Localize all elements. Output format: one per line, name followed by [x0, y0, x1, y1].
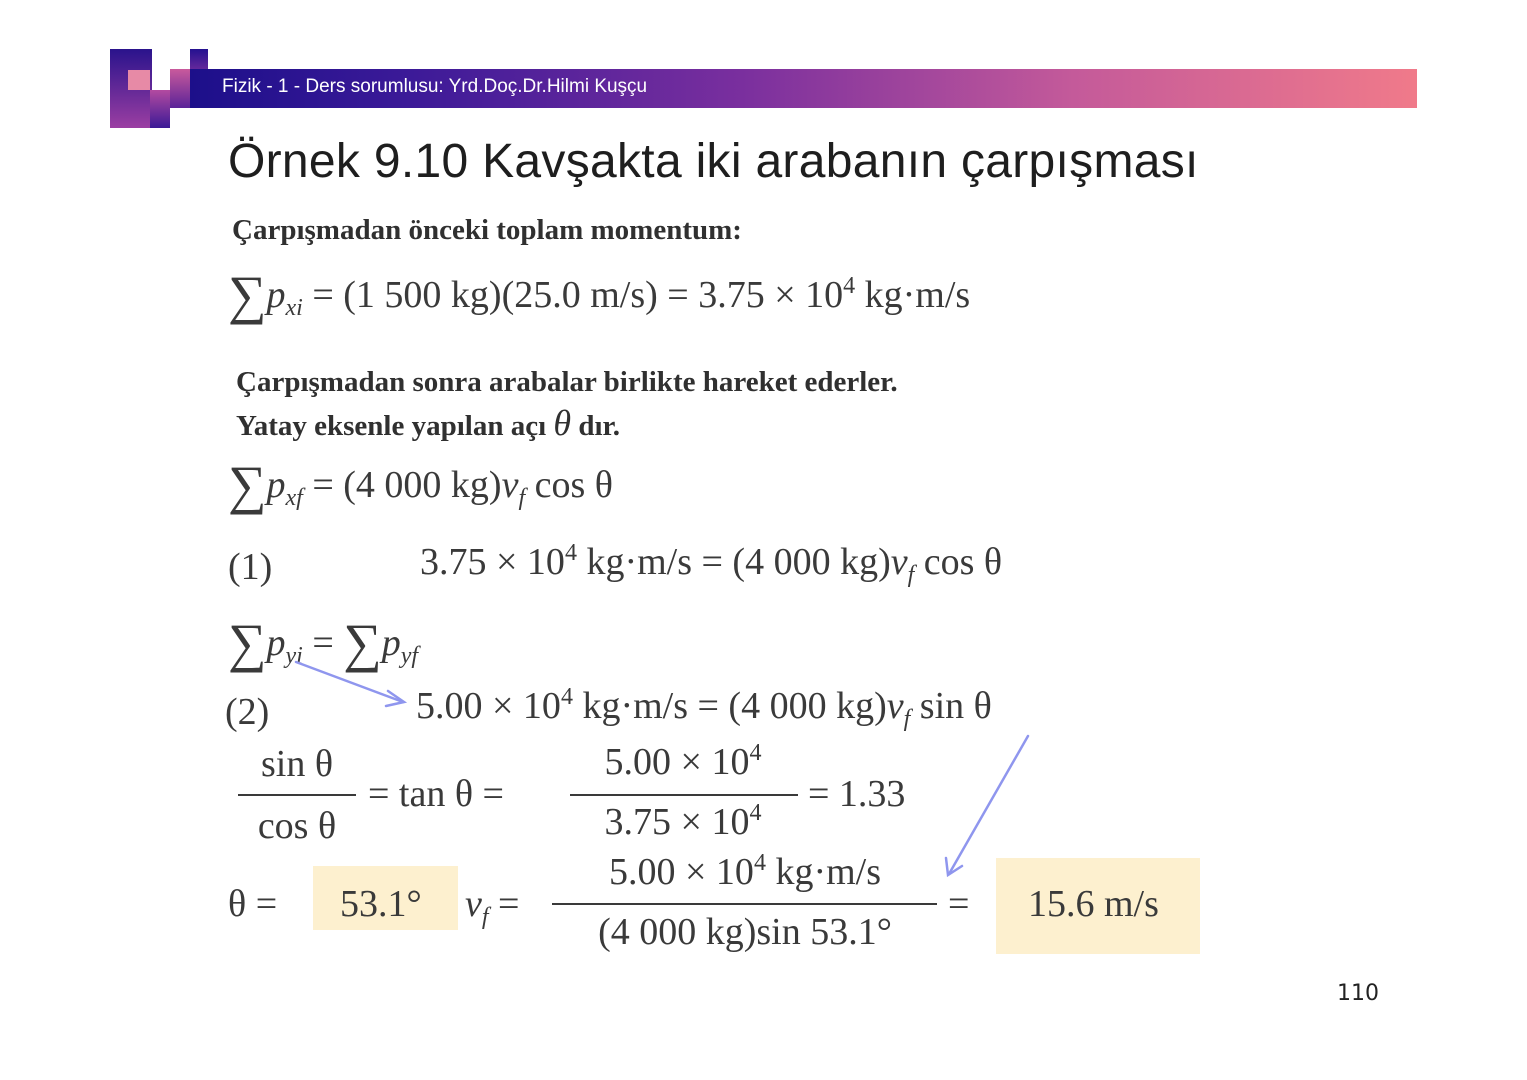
- eq1: $3.75 \times 10^4$ kg·m/s = (4 000 $kg)v_f$ cos θ: [420, 540, 1003, 588]
- frac-den-375: $3.75 \times 10^4$: [604, 800, 762, 843]
- eq-pxi: $\sum p_{xi} = (1$ 500 kg)(25.0 $m/s) = 3.75 \times 10^4$ kg·m/s: [228, 265, 971, 325]
- tan-mid: = tan θ =: [368, 773, 504, 815]
- after-line2: Yatay eksenle yapılan açı θ dır.: [236, 403, 620, 443]
- eq2-label: (2): [225, 691, 270, 733]
- vf-eq: $v_f$ =: [465, 883, 520, 930]
- eq2: $5.00 \times 10^4$ kg·m/s = (4 000 $kg)v_f$ sin θ: [416, 684, 992, 732]
- arrow-2: [949, 736, 1028, 874]
- after-line1: Çarpışmadan sonra arabalar birlikte hareket ederler.: [236, 366, 898, 398]
- page-number: 110: [1337, 981, 1379, 1006]
- before-label: Çarpışmadan önceki toplam momentum:: [232, 214, 742, 246]
- course-header: Fizik - 1 - Ders sorumlusu: Yrd.Doç.Dr.Hilmi Kuşçu: [222, 76, 648, 97]
- frac-cos: cos θ: [257, 805, 337, 847]
- slide-title: Örnek 9.10 Kavşakta iki arabanın çarpışması: [228, 135, 1199, 188]
- frac-num-500: $5.00 \times 10^4$: [604, 740, 762, 783]
- tan-result: = 1.33: [808, 773, 906, 815]
- vf-equals: =: [948, 883, 970, 925]
- theta-eq: θ =: [228, 883, 278, 925]
- vf-value: 15.6 m/s: [1028, 883, 1159, 925]
- eq1-label: (1): [228, 546, 273, 588]
- arrow-1: [296, 662, 403, 702]
- theta-value: 53.1°: [340, 883, 422, 925]
- eq-py: $\sum p_{yi} = \sum p_{yf}$: [228, 613, 419, 673]
- frac-sin: sin θ: [260, 743, 334, 785]
- vf-num: $5.00 \times 10^4$ kg·m/s: [609, 850, 881, 893]
- vf-den: (4 000 kg)sin 53.1°: [598, 911, 892, 953]
- eq-pxf: $\sum p_{xf} = (4$ 000 $kg)v_f$ cos θ: [228, 455, 613, 515]
